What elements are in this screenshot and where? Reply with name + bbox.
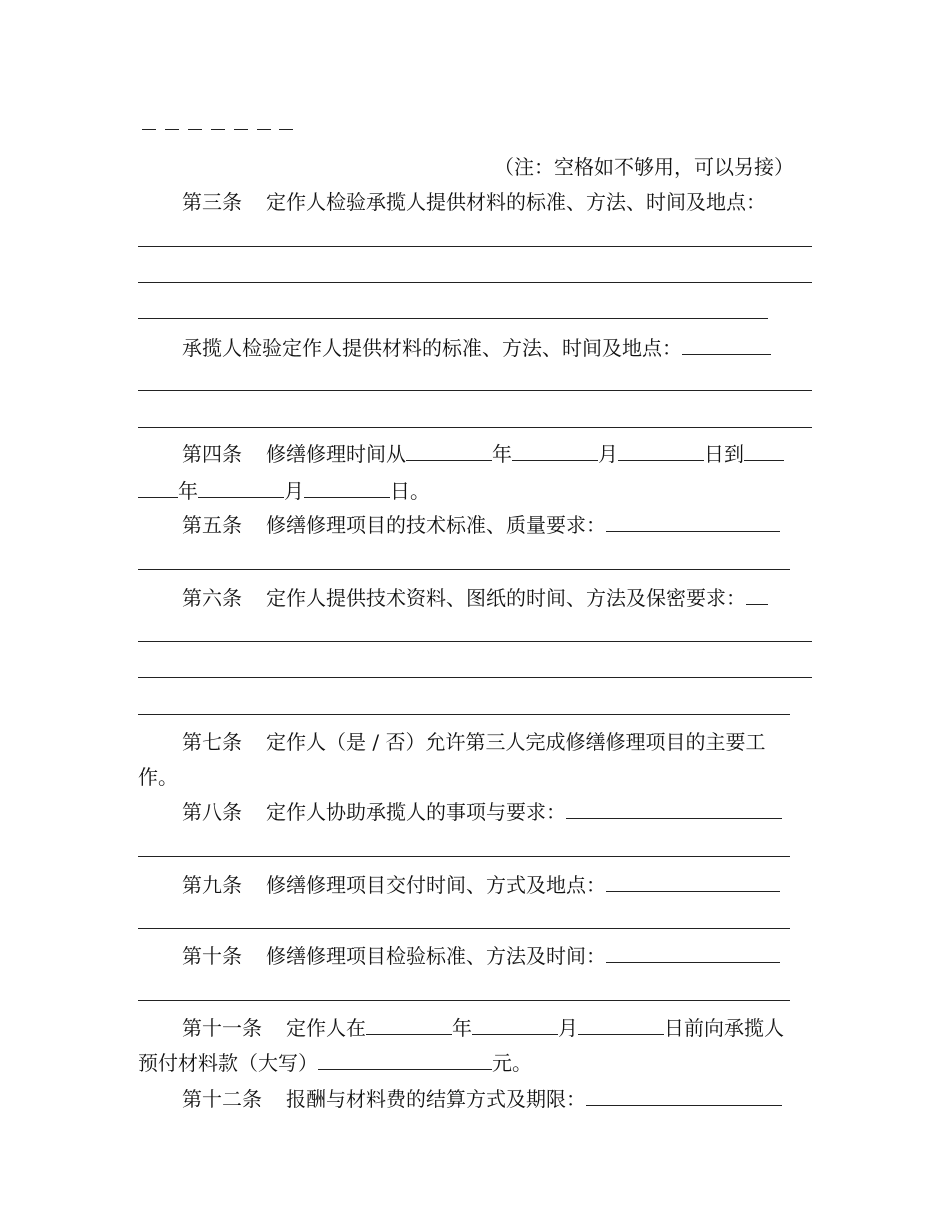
- blank-field[interactable]: [606, 513, 780, 532]
- blank-line[interactable]: [138, 282, 812, 283]
- article-11: 第十一条 定作人在 年 月 日前向承揽人: [182, 1016, 784, 1040]
- year-field[interactable]: [138, 479, 178, 498]
- article-3: [182, 189, 766, 215]
- article-9: 第九条 修缮修理项目交付时间、方式及地点：: [182, 872, 780, 898]
- article-num: 第七条: [182, 730, 242, 754]
- article-num: 第四条: [182, 442, 242, 466]
- blank-line[interactable]: [138, 427, 812, 428]
- amount-field[interactable]: [318, 1051, 492, 1070]
- month-field[interactable]: [198, 479, 284, 498]
- blank-field[interactable]: [606, 873, 780, 892]
- article-num: 第十一条: [182, 1016, 262, 1040]
- day-field[interactable]: [618, 442, 704, 461]
- blank-line[interactable]: [138, 641, 812, 642]
- blank-line[interactable]: [138, 318, 768, 319]
- year-field[interactable]: [406, 442, 492, 461]
- article-text: 定作人检验承揽人提供材料的标准、方法、时间及地点：: [266, 190, 766, 214]
- article-11-cont: 预付材料款（大写） 元。: [138, 1051, 532, 1075]
- article-12: 第十二条 报酬与材料费的结算方式及期限：: [182, 1086, 782, 1112]
- article-6: 第六条 定作人提供技术资料、图纸的时间、方法及保密要求：: [182, 585, 768, 611]
- blank-line[interactable]: [138, 1000, 790, 1001]
- blank-line[interactable]: [138, 714, 790, 715]
- article-num: 第六条: [182, 586, 242, 610]
- blank-field[interactable]: [606, 944, 780, 963]
- note: （注：空格如不够用，可以另接）: [494, 155, 794, 179]
- article-7-cont: 作。: [138, 765, 178, 789]
- article-num: 第十二条: [182, 1087, 262, 1111]
- article-10: 第十条 修缮修理项目检验标准、方法及时间：: [182, 943, 780, 969]
- article-8: 第八条 定作人协助承揽人的事项与要求：: [182, 799, 782, 825]
- article-num: 第三条: [182, 190, 242, 214]
- article-3-contractor: [182, 335, 771, 361]
- blank-line[interactable]: [138, 390, 812, 391]
- month-field[interactable]: [512, 442, 598, 461]
- year-field[interactable]: [366, 1016, 452, 1035]
- blank-field[interactable]: [566, 800, 782, 819]
- blank-field[interactable]: [586, 1087, 782, 1106]
- article-num: 第八条: [182, 800, 242, 824]
- article-num: 第五条: [182, 513, 242, 537]
- blank-line[interactable]: [138, 856, 790, 857]
- day-field[interactable]: [304, 479, 390, 498]
- day-field[interactable]: [578, 1016, 664, 1035]
- article-4-cont: 年 月 日。: [138, 478, 430, 504]
- article-text: 承揽人检验定作人提供材料的标准、方法、时间及地点：: [182, 336, 682, 360]
- blank-field[interactable]: [682, 336, 771, 355]
- blank-line[interactable]: [138, 677, 812, 678]
- article-num: 第九条: [182, 873, 242, 897]
- blank-line[interactable]: [138, 246, 812, 247]
- article-num: 第十条: [182, 944, 242, 968]
- article-4: 第四条 修缮修理时间从 年 月 日到: [182, 441, 784, 467]
- article-7: 第七条 定作人（是 / 否）允许第三人完成修缮修理项目的主要工: [182, 730, 766, 754]
- article-5: 第五条 修缮修理项目的技术标准、质量要求：: [182, 512, 780, 538]
- blank-line[interactable]: [138, 569, 790, 570]
- year-field[interactable]: [744, 442, 784, 461]
- blank-line[interactable]: [138, 928, 790, 929]
- blank-field[interactable]: [746, 586, 768, 605]
- month-field[interactable]: [472, 1016, 558, 1035]
